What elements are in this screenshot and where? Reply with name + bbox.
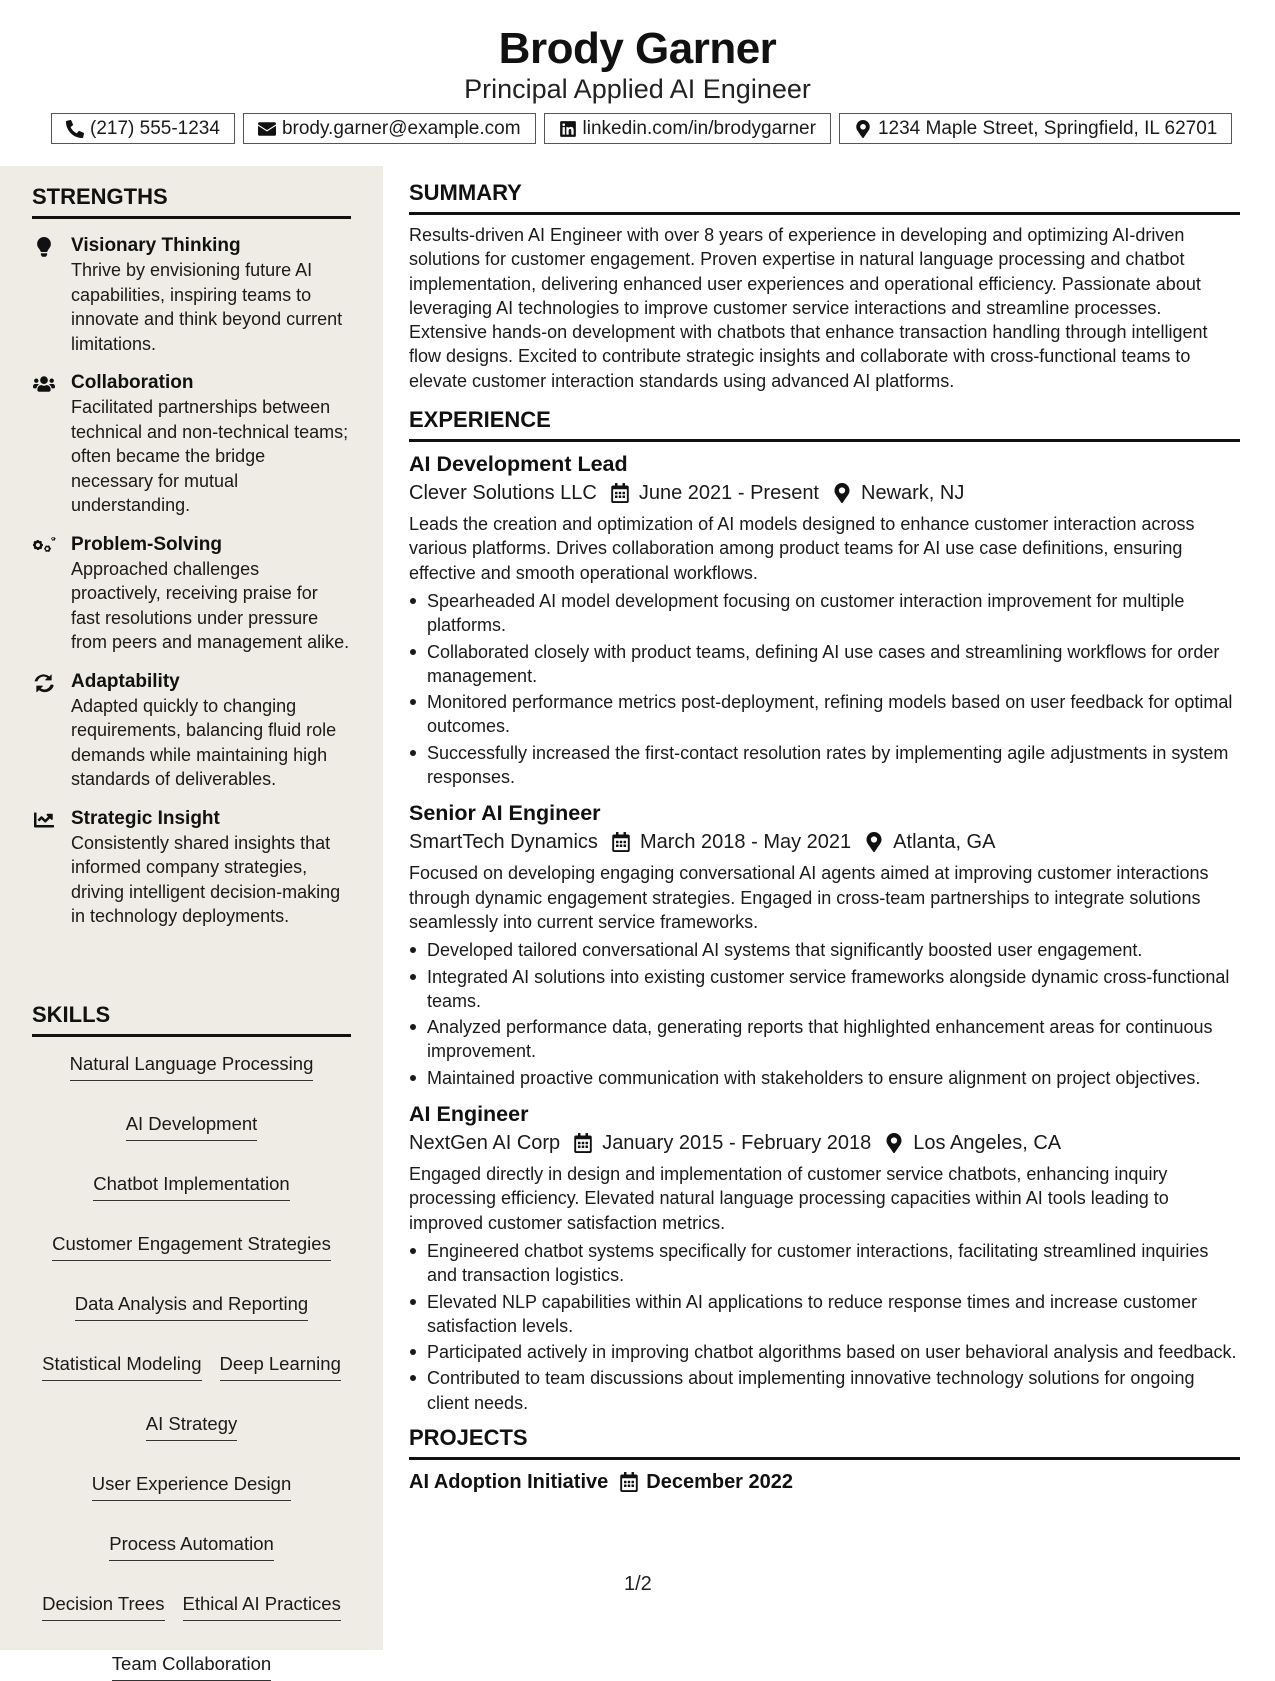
- strength-item: [32, 806, 351, 929]
- phone-icon: [66, 120, 84, 138]
- job-meta: [409, 827, 1240, 857]
- strengths-heading: STRENGTHS: [32, 184, 351, 219]
- project-entry: [409, 1468, 1240, 1496]
- strength-title: Strategic Insight: [71, 807, 220, 829]
- contact-bar: [51, 113, 1232, 144]
- list-item: Integrated AI solutions into existing customer service frameworks alongside dynamic cross-functional teams.: [409, 965, 1240, 1014]
- linkedin-icon: [559, 120, 577, 138]
- skills-section: [32, 1002, 351, 1681]
- job-bullets: [409, 1239, 1240, 1415]
- job-description: Engaged directly in design and implementation of customer service chatbots, enhancing inquiry processing efficiency. Elevated natural language processing capacities within AI tools leading to improved customer satisfaction metrics.: [409, 1164, 1169, 1233]
- skill-tag: Decision Trees: [42, 1591, 164, 1621]
- contact-linkedin[interactable]: [544, 113, 831, 144]
- skill-tag: Team Collaboration: [112, 1651, 271, 1681]
- job-location: Newark, NJ: [861, 482, 965, 505]
- projects-heading: PROJECTS: [409, 1425, 1240, 1460]
- list-item: Spearheaded AI model development focusing on customer interaction improvement for multiple platforms.: [409, 589, 1240, 638]
- list-item: Monitored performance metrics post-deployment, refining models based on user feedback for optimal outcomes.: [409, 690, 1240, 739]
- strength-title: Visionary Thinking: [71, 235, 241, 256]
- page-number: 1/2: [624, 1573, 652, 1595]
- skill-tag: AI Development: [126, 1111, 258, 1141]
- skill-tag: Chatbot Implementation: [93, 1171, 289, 1201]
- job-title: Senior AI Engineer: [409, 801, 601, 826]
- job-bullets: [409, 938, 1240, 1090]
- list-item: Developed tailored conversational AI systems that significantly boosted user engagement.: [409, 938, 1240, 962]
- skill-tag: AI Strategy: [146, 1411, 238, 1441]
- skill-tag: Process Automation: [109, 1531, 274, 1561]
- calendar-icon: [611, 483, 629, 503]
- skills-list: [32, 1051, 351, 1681]
- candidate-name: Brody Garner: [498, 24, 777, 73]
- phone-text: (217) 555-1234: [90, 117, 220, 139]
- job-title: AI Development Lead: [409, 452, 628, 477]
- summary-text: Results-driven AI Engineer with over 8 years of experience in developing and optimizing AI-driven solutions for customer engagement. Proven expertise in natural language processing and chatbot implementation, delivering enhanced user experiences and operational efficiency. Passionate about leveraging AI technologies to improve customer service interactions and streamline processes. Extensive hands-on development with chatbots that enhance transaction handling through intelligent flow designs. Excited to contribute strategic insights and collaborate with cross-functional teams to elevate customer interaction standards using advanced AI platforms.: [409, 225, 1208, 391]
- job-entry: [409, 1100, 1240, 1415]
- job-dates: March 2018 - May 2021: [639, 831, 852, 854]
- strength-title: Collaboration: [71, 372, 194, 393]
- job-entry: [409, 799, 1240, 1090]
- skill-tag: Statistical Modeling: [42, 1351, 201, 1381]
- experience-heading: EXPERIENCE: [409, 407, 1240, 442]
- strength-title: Problem-Solving: [71, 533, 222, 555]
- map-marker-icon: [833, 483, 851, 503]
- map-marker-icon: [854, 120, 872, 138]
- list-item: Maintained proactive communication with stakeholders to ensure alignment on project objectives.: [409, 1066, 1240, 1090]
- summary-section: [409, 180, 1240, 393]
- skill-tag: Deep Learning: [220, 1351, 341, 1381]
- projects-section: [409, 1425, 1240, 1496]
- email-text: brody.garner@example.com: [281, 117, 521, 139]
- candidate-title: Principal Applied AI Engineer: [464, 74, 811, 104]
- calendar-icon: [612, 832, 630, 852]
- skills-heading: SKILLS: [32, 1002, 351, 1037]
- chart-line-icon: [32, 809, 56, 831]
- map-marker-icon: [885, 1133, 903, 1153]
- job-entry: [409, 450, 1240, 789]
- list-item: Collaborated closely with product teams, defining AI use cases and streamlining workflows for order management.: [409, 640, 1240, 689]
- strength-item: [32, 233, 351, 356]
- calendar-icon: [620, 1472, 638, 1492]
- list-item: Participated actively in improving chatbot algorithms based on user behavioral analysis and feedback.: [409, 1340, 1240, 1364]
- contact-address: [839, 113, 1232, 144]
- main-content: [409, 180, 1240, 1496]
- job-location: Atlanta, GA: [893, 831, 996, 854]
- strength-item: [32, 370, 351, 518]
- map-marker-icon: [865, 832, 883, 852]
- strength-text: Consistently shared insights that informed company strategies, driving intelligent decision-making in technology deployments.: [71, 832, 341, 926]
- skill-tag: User Experience Design: [92, 1471, 291, 1501]
- summary-heading: SUMMARY: [409, 180, 1240, 215]
- job-meta: [409, 478, 1240, 508]
- lightbulb-icon: [32, 236, 56, 258]
- skill-tag: Customer Engagement Strategies: [52, 1231, 331, 1261]
- project-title: AI Adoption Initiative: [409, 1470, 609, 1493]
- job-description: Focused on developing engaging conversational AI agents aimed at improving customer interactions through dynamic engagement strategies. Engaged in cross-team partnerships to integrate solutions seamlessly into current service frameworks.: [409, 863, 1209, 932]
- skill-tag: Data Analysis and Reporting: [75, 1291, 308, 1321]
- sync-icon: [32, 672, 56, 694]
- job-company: SmartTech Dynamics: [409, 831, 598, 854]
- strength-text: Approached challenges proactively, receiving praise for fast resolutions under pressure from peers and management alike.: [71, 558, 350, 652]
- calendar-icon: [574, 1133, 592, 1153]
- job-bullets: [409, 589, 1240, 789]
- strength-text: Facilitated partnerships between technical and non-technical teams; often became the bridge necessary for mutual understanding.: [71, 397, 349, 515]
- list-item: Elevated NLP capabilities within AI applications to reduce response times and increase customer satisfaction levels.: [409, 1290, 1240, 1339]
- contact-phone[interactable]: [51, 113, 235, 144]
- strength-item: [32, 669, 351, 792]
- skill-tag: Ethical AI Practices: [183, 1591, 341, 1621]
- linkedin-text: linkedin.com/in/brodygarner: [582, 117, 816, 139]
- job-company: NextGen AI Corp: [409, 1132, 561, 1155]
- list-item: Successfully increased the first-contact resolution rates by implementing agile adjustments in system responses.: [409, 741, 1240, 790]
- users-icon: [32, 373, 56, 395]
- job-dates: January 2015 - February 2018: [602, 1132, 872, 1155]
- strengths-section: [32, 184, 351, 929]
- list-item: Contributed to team discussions about implementing innovative technology solutions for ongoing client needs.: [409, 1366, 1240, 1415]
- job-dates: June 2021 - Present: [638, 482, 819, 505]
- contact-email[interactable]: [243, 113, 536, 144]
- strength-item: [32, 532, 351, 655]
- resume-header: [0, 0, 1275, 166]
- experience-section: [409, 407, 1240, 1415]
- strength-title: Adaptability: [71, 670, 180, 692]
- address-text: 1234 Maple Street, Springfield, IL 62701: [877, 117, 1218, 139]
- strength-text: Thrive by envisioning future AI capabilities, inspiring teams to innovate and think beyond current limitations.: [71, 260, 343, 354]
- job-title: AI Engineer: [409, 1102, 529, 1127]
- job-meta: [409, 1128, 1240, 1158]
- gears-icon: [32, 535, 56, 557]
- envelope-icon: [258, 120, 276, 138]
- job-company: Clever Solutions LLC: [409, 482, 597, 505]
- list-item: Engineered chatbot systems specifically for customer interactions, facilitating streamlined inquiries and transaction logistics.: [409, 1239, 1240, 1288]
- list-item: Analyzed performance data, generating reports that highlighted enhancement areas for continuous improvement.: [409, 1015, 1240, 1064]
- project-date: December 2022: [646, 1470, 794, 1493]
- job-location: Los Angeles, CA: [913, 1132, 1062, 1155]
- strength-text: Adapted quickly to changing requirements, balancing fluid role demands while maintaining high standards of deliverables.: [71, 695, 337, 789]
- job-description: Leads the creation and optimization of AI models designed to enhance customer interaction across various platforms. Drives collaboration among product teams for AI use case definitions, ensuring effective and smooth operational workflows.: [409, 514, 1195, 583]
- skill-tag: Natural Language Processing: [70, 1051, 314, 1081]
- sidebar: [0, 166, 383, 1674]
